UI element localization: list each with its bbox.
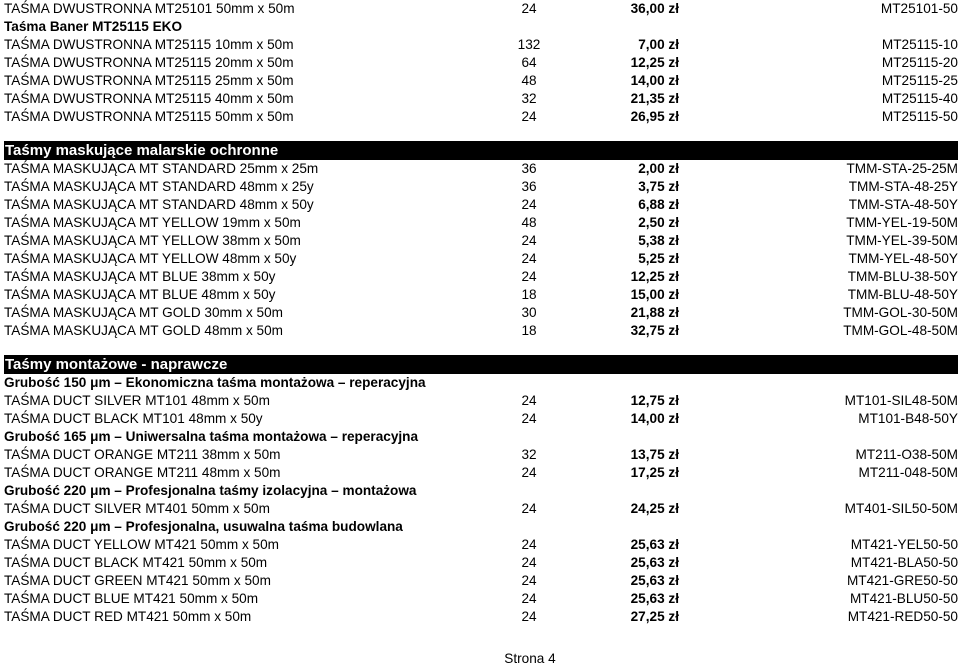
product-code: TMM-STA-25-25M [846,161,958,176]
product-name: TAŚMA MASKUJĄCA MT GOLD 30mm x 50m [4,305,283,320]
product-name: TAŚMA DWUSTRONNA MT25115 25mm x 50m [4,73,294,88]
table-row [4,72,958,90]
product-qty: 24 [521,501,537,516]
product-qty: 32 [521,91,537,106]
price-list-page [4,0,958,626]
table-row [4,572,958,590]
product-code: TMM-YEL-19-50M [846,215,958,230]
product-price: 27,25 zł [630,609,679,624]
product-price: 6,88 zł [638,197,679,212]
mounting-groups [4,374,958,626]
table-row [4,90,958,108]
product-code: TMM-BLU-38-50Y [847,269,958,284]
table-row [4,392,958,410]
product-code: MT25101-50 [880,1,958,16]
product-code: MT25115-10 [881,37,958,52]
table-row [4,500,958,518]
product-price: 2,00 zł [638,161,679,176]
product-code: MT101-B48-50Y [858,411,958,426]
product-price: 14,00 zł [630,73,679,88]
table-row [4,232,958,250]
table-row [4,608,958,626]
product-price: 32,75 zł [630,323,679,338]
product-price: 5,38 zł [638,233,679,248]
table-row [4,304,958,322]
thickness-subheading: Grubość 220 μm – Profesjonalna, usuwalna taśma budowlana [4,519,403,534]
table-row [4,464,958,482]
table-row [4,250,958,268]
table-row [4,554,958,572]
product-code: MT25115-25 [881,73,958,88]
product-qty: 24 [521,197,537,212]
thickness-subheading: Grubość 165 μm – Uniwersalna taśma montażowa – reperacyjna [4,429,419,444]
product-code: MT25115-50 [881,109,958,124]
product-price: 25,63 zł [630,537,679,552]
product-code: MT421-BLA50-50 [850,555,958,570]
product-qty: 24 [521,109,537,124]
product-price: 7,00 zł [638,37,679,52]
product-qty: 132 [517,37,541,52]
product-name: TAŚMA DWUSTRONNA MT25115 20mm x 50m [4,55,294,70]
product-price: 25,63 zł [630,555,679,570]
product-code: MT421-RED50-50 [847,609,958,624]
product-name: TAŚMA DUCT BLACK MT101 48mm x 50y [4,411,263,426]
table-row [4,178,958,196]
product-code: TMM-YEL-39-50M [846,233,958,248]
product-price: 24,25 zł [630,501,679,516]
product-code: MT211-048-50M [858,465,958,480]
product-qty: 24 [521,591,537,606]
product-name: TAŚMA DUCT GREEN MT421 50mm x 50m [4,573,271,588]
product-price: 2,50 zł [638,215,679,230]
page-number: Strona 4 [504,651,556,666]
product-qty: 32 [521,447,537,462]
product-name: TAŚMA DWUSTRONNA MT25115 40mm x 50m [4,91,294,106]
product-qty: 24 [521,465,537,480]
product-qty: 24 [521,411,537,426]
product-qty: 24 [521,233,537,248]
thickness-subheading: Grubość 150 μm – Ekonomiczna taśma montażowa – reperacyjna [4,375,426,390]
product-price: 3,75 zł [638,179,679,194]
product-name: TAŚMA DUCT ORANGE MT211 48mm x 50m [4,465,281,480]
product-qty: 30 [521,305,537,320]
product-name: TAŚMA DUCT ORANGE MT211 38mm x 50m [4,447,281,462]
section-header-masking: Taśmy maskujące malarskie ochronne [4,141,958,160]
product-qty: 24 [521,609,537,624]
product-code: MT101-SIL48-50M [844,393,958,408]
page-footer [0,651,960,667]
product-code: MT421-YEL50-50 [850,537,958,552]
product-name: TAŚMA MASKUJĄCA MT YELLOW 48mm x 50y [4,251,297,266]
product-name: TAŚMA DWUSTRONNA MT25101 50mm x 50m [4,1,295,16]
product-qty: 18 [521,287,537,302]
product-code: MT401-SIL50-50M [844,501,958,516]
product-name: TAŚMA MASKUJĄCA MT BLUE 48mm x 50y [4,287,276,302]
product-code: TMM-GOL-30-50M [843,305,958,320]
product-name: TAŚMA DWUSTRONNA MT25115 50mm x 50m [4,109,294,124]
table-row [4,36,958,54]
product-name: TAŚMA DUCT SILVER MT101 48mm x 50m [4,393,270,408]
table-row [4,214,958,232]
product-name: TAŚMA DUCT BLUE MT421 50mm x 50m [4,591,259,606]
product-qty: 24 [521,555,537,570]
product-code: TMM-GOL-48-50M [843,323,958,338]
product-price: 25,63 zł [630,591,679,606]
table-row [4,286,958,304]
group-heading-text: Taśma Baner MT25115 EKO [4,19,183,34]
table-row [4,108,958,126]
product-price: 25,63 zł [630,573,679,588]
product-code: TMM-STA-48-50Y [848,197,958,212]
product-qty: 48 [521,215,537,230]
table-row [4,590,958,608]
section-header-mounting: Taśmy montażowe - naprawcze [4,355,958,374]
product-name: TAŚMA DWUSTRONNA MT25115 10mm x 50m [4,37,294,52]
product-name: TAŚMA MASKUJĄCA MT STANDARD 25mm x 25m [4,161,319,176]
product-price: 36,00 zł [630,1,679,16]
product-qty: 24 [521,573,537,588]
product-name: TAŚMA MASKUJĄCA MT YELLOW 19mm x 50m [4,215,301,230]
product-qty: 64 [521,55,537,70]
product-qty: 24 [521,1,537,16]
product-qty: 24 [521,251,537,266]
product-code: TMM-BLU-48-50Y [847,287,958,302]
product-name: TAŚMA DUCT SILVER MT401 50mm x 50m [4,501,270,516]
product-name: TAŚMA MASKUJĄCA MT STANDARD 48mm x 25y [4,179,314,194]
product-name: TAŚMA DUCT BLACK MT421 50mm x 50m [4,555,268,570]
masking-rows [4,160,958,340]
product-qty: 24 [521,269,537,284]
product-name: TAŚMA MASKUJĄCA MT YELLOW 38mm x 50m [4,233,301,248]
product-name: TAŚMA DUCT YELLOW MT421 50mm x 50m [4,537,279,552]
table-row [4,54,958,72]
table-row [4,0,958,18]
product-code: TMM-STA-48-25Y [848,179,958,194]
product-qty: 36 [521,161,537,176]
table-row [4,268,958,286]
product-name: TAŚMA MASKUJĄCA MT GOLD 48mm x 50m [4,323,283,338]
table-row [4,410,958,428]
product-qty: 48 [521,73,537,88]
product-price: 14,00 zł [630,411,679,426]
product-qty: 24 [521,393,537,408]
product-price: 21,88 zł [630,305,679,320]
product-price: 17,25 zł [630,465,679,480]
product-price: 5,25 zł [638,251,679,266]
product-name: TAŚMA DUCT RED MT421 50mm x 50m [4,609,252,624]
group-heading [4,18,958,36]
product-code: TMM-YEL-48-50Y [848,251,958,266]
product-qty: 24 [521,537,537,552]
product-name: TAŚMA MASKUJĄCA MT STANDARD 48mm x 50y [4,197,314,212]
baner-rows [4,36,958,126]
product-price: 12,25 zł [630,269,679,284]
product-qty: 18 [521,323,537,338]
product-name: TAŚMA MASKUJĄCA MT BLUE 38mm x 50y [4,269,276,284]
table-row [4,196,958,214]
table-row [4,536,958,554]
product-code: MT25115-20 [881,55,958,70]
table-row [4,160,958,178]
product-price: 21,35 zł [630,91,679,106]
product-qty: 36 [521,179,537,194]
product-price: 12,75 zł [630,393,679,408]
table-row [4,446,958,464]
product-code: MT421-BLU50-50 [849,591,958,606]
product-price: 15,00 zł [630,287,679,302]
product-price: 26,95 zł [630,109,679,124]
table-row [4,322,958,340]
product-price: 12,25 zł [630,55,679,70]
product-code: MT25115-40 [881,91,958,106]
product-price: 13,75 zł [630,447,679,462]
thickness-subheading: Grubość 220 μm – Profesjonalna taśmy izolacyjna – montażowa [4,483,417,498]
product-code: MT211-O38-50M [855,447,958,462]
product-code: MT421-GRE50-50 [846,573,958,588]
